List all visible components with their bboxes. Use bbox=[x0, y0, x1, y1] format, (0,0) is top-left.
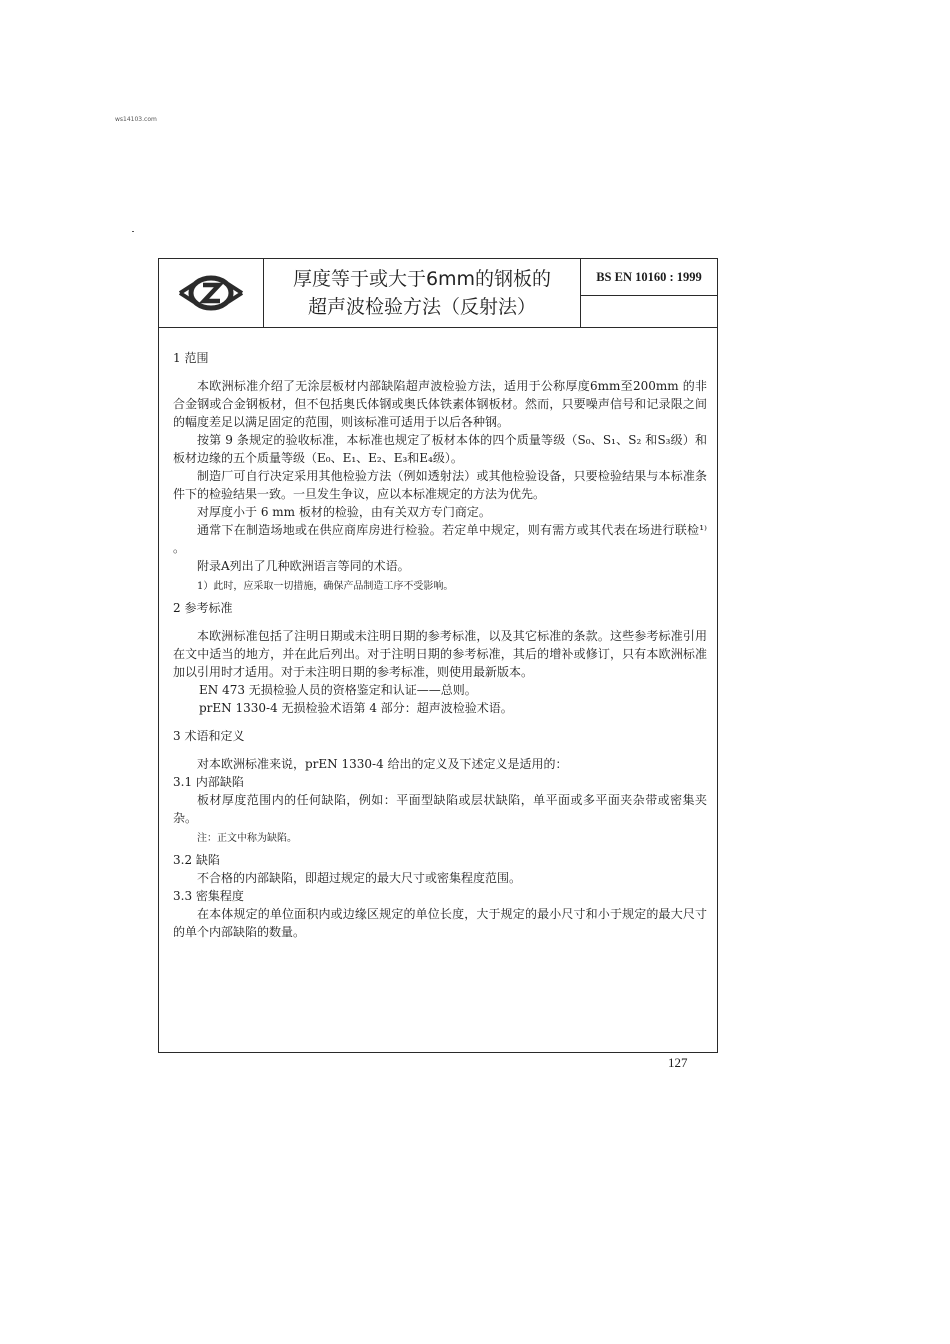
code-blank-cell bbox=[581, 296, 717, 327]
section-1-para-5: 通常下在制造场地或在供应商库房进行检验。若定单中规定，则有需方或其代表在场进行联检¹⁾ 。 bbox=[173, 523, 707, 555]
definition-3-2-heading: 3.2 缺陷 bbox=[173, 853, 220, 867]
page-number: 127 bbox=[668, 1055, 688, 1070]
reference-pren-1330-4: prEN 1330-4 无损检验术语第 4 部分：超声波检验术语。 bbox=[199, 701, 513, 715]
definition-3-1-heading: 3.1 内部缺陷 bbox=[173, 775, 244, 789]
reference-en-473: EN 473 无损检验人员的资格鉴定和认证——总则。 bbox=[199, 683, 477, 697]
logo-z-emblem-icon bbox=[176, 271, 246, 315]
scan-speck bbox=[132, 231, 134, 232]
section-1-heading: 1 范围 bbox=[173, 351, 209, 365]
section-2-heading: 2 参考标准 bbox=[173, 601, 233, 615]
title-cell bbox=[264, 259, 581, 327]
section-1-para-3: 制造厂可自行决定采用其他检验方法（例如透射法）或其他检验设备，只要检验结果与本标准条件下的检验结果一致。一旦发生争议，应以本标准规定的方法为优先。 bbox=[173, 469, 707, 501]
standard-code: BS EN 10160 : 1999 bbox=[581, 259, 717, 296]
definition-3-1-text: 板材厚度范围内的任何缺陷，例如：平面型缺陷或层状缺陷，单平面或多平面夹杂带或密集夹杂。 bbox=[173, 793, 707, 825]
code-cell bbox=[581, 259, 717, 327]
section-1-para-4: 对厚度小于 6 mm 板材的检验，由有关双方专门商定。 bbox=[197, 505, 491, 519]
document-body bbox=[173, 349, 707, 941]
definition-3-3-heading: 3.3 密集程度 bbox=[173, 889, 244, 903]
header-table bbox=[159, 259, 717, 328]
section-1-para-1: 本欧洲标准介绍了无涂层板材内部缺陷超声波检验方法，适用于公称厚度6mm至200mm 的非合金钢或合金钢板材，但不包括奥氏体钢或奥氏体铁素体钢板材。然而，只要噪声信号和记录限之间的幅度差足以满足固定的范围，则该标准可适用于以后各种钢。 bbox=[173, 379, 707, 429]
section-3-heading: 3 术语和定义 bbox=[173, 729, 245, 743]
section-3-intro: 对本欧洲标准来说，prEN 1330-4 给出的定义及下述定义是适用的： bbox=[197, 757, 568, 771]
section-1-para-2: 按第 9 条规定的验收标准，本标准也规定了板材本体的四个质量等级（S₀、S₁、S₂ 和S₃级）和板材边缘的五个质量等级（E₀、E₁、E₂、E₃和E₄级）。 bbox=[173, 433, 707, 465]
section-2-para-1: 本欧洲标准包括了注明日期或未注明日期的参考标准，以及其它标准的条款。这些参考标准引用在文中适当的地方，并在此后列出。对于注明日期的参考标准，其后的增补或修订，只有本欧洲标准加以引用时才适用。对于未注明日期的参考标准，则使用最新版本。 bbox=[173, 629, 707, 679]
definition-3-1-note: 注：正文中称为缺陷。 bbox=[197, 833, 297, 844]
watermark-text: ws14103.com bbox=[115, 116, 157, 123]
footnote: 1）此时，应采取一切措施，确保产品制造工序不受影响。 bbox=[197, 581, 454, 592]
section-1-para-6: 附录A列出了几种欧洲语言等同的术语。 bbox=[197, 559, 410, 573]
standard-page bbox=[158, 258, 718, 1053]
title-line-2: 超声波检验方法（反射法） bbox=[307, 296, 536, 318]
definition-3-2-text: 不合格的内部缺陷，即超过规定的最大尺寸或密集程度范围。 bbox=[197, 871, 522, 885]
definition-3-3-text: 在本体规定的单位面积内或边缘区规定的单位长度，大于规定的最小尺寸和小于规定的最大尺寸的单个内部缺陷的数量。 bbox=[173, 907, 707, 939]
title-line-1: 厚度等于或大于6mm的钢板的 bbox=[292, 268, 552, 290]
logo-cell bbox=[159, 259, 264, 327]
